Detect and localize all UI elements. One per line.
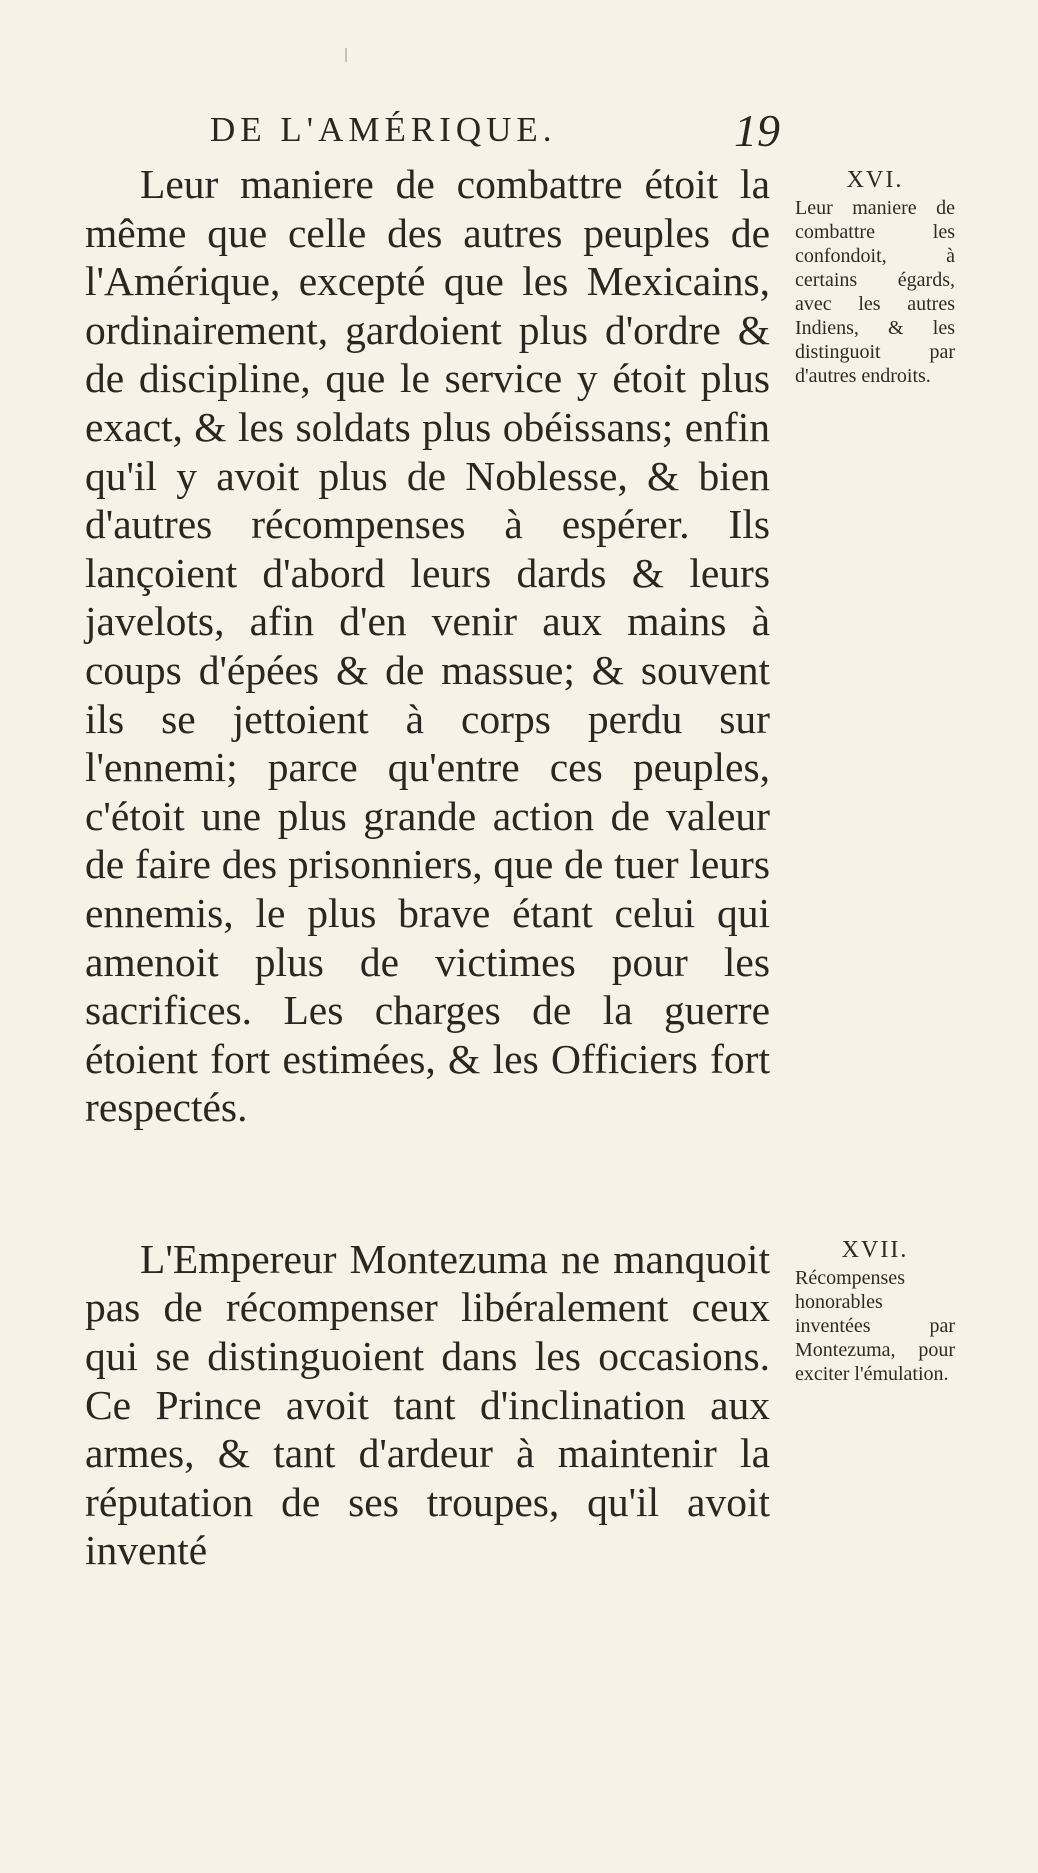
margin-note-text: Leur maniere de combattre les confondoit, à certains égards, avec les autres Indiens, & les distinguoit par d'autres endroits. bbox=[795, 197, 955, 387]
paragraph-2: L'Empereur Montezuma ne manquoit pas de récompenser libéralement ceux qui se distinguoient dans les occasions. Ce Prince avoit tant d'inclination aux armes, & tant d'ardeur à maintenir la réputation de ses troupes, qu'il avoit inventé bbox=[85, 1235, 770, 1574]
running-title: DE L'AMÉRIQUE. bbox=[210, 110, 557, 149]
margin-note-xvi bbox=[795, 168, 955, 388]
paragraph-1: Leur maniere de combattre étoit la même que celle des autres peuples de l'Amérique, excepté que les Mexicains, ordinairement, gardoient plus d'ordre & de discipline, que le service y étoit plus exact, & les soldats plus obéissans; enfin qu'il y avoit plus de Noblesse, & bien d'autres récompenses à espérer. Ils lançoient d'abord leurs dards & leurs javelots, afin d'en venir aux mains à coups d'épées & de massue; & souvent ils se jettoient à corps perdu sur l'ennemi; parce qu'entre ces peuples, c'étoit une plus grande action de valeur de faire des prisonniers, que de tuer leurs ennemis, le plus brave étant celui qui amenoit plus de victimes pour les sacrifices. Les charges de la guerre étoient fort estimées, & les Officiers fort respectés. bbox=[85, 161, 770, 1131]
running-header bbox=[210, 105, 780, 160]
print-mark bbox=[345, 48, 347, 62]
margin-note-xvii bbox=[795, 1238, 955, 1386]
page-number: 19 bbox=[734, 105, 780, 156]
margin-note-number: XVI. bbox=[846, 167, 904, 193]
margin-note-number: XVII. bbox=[841, 1237, 909, 1263]
margin-note-text: Récompenses honorables inventées par Montezuma, pour exciter l'émulation. bbox=[795, 1267, 955, 1385]
main-text bbox=[85, 160, 770, 1575]
